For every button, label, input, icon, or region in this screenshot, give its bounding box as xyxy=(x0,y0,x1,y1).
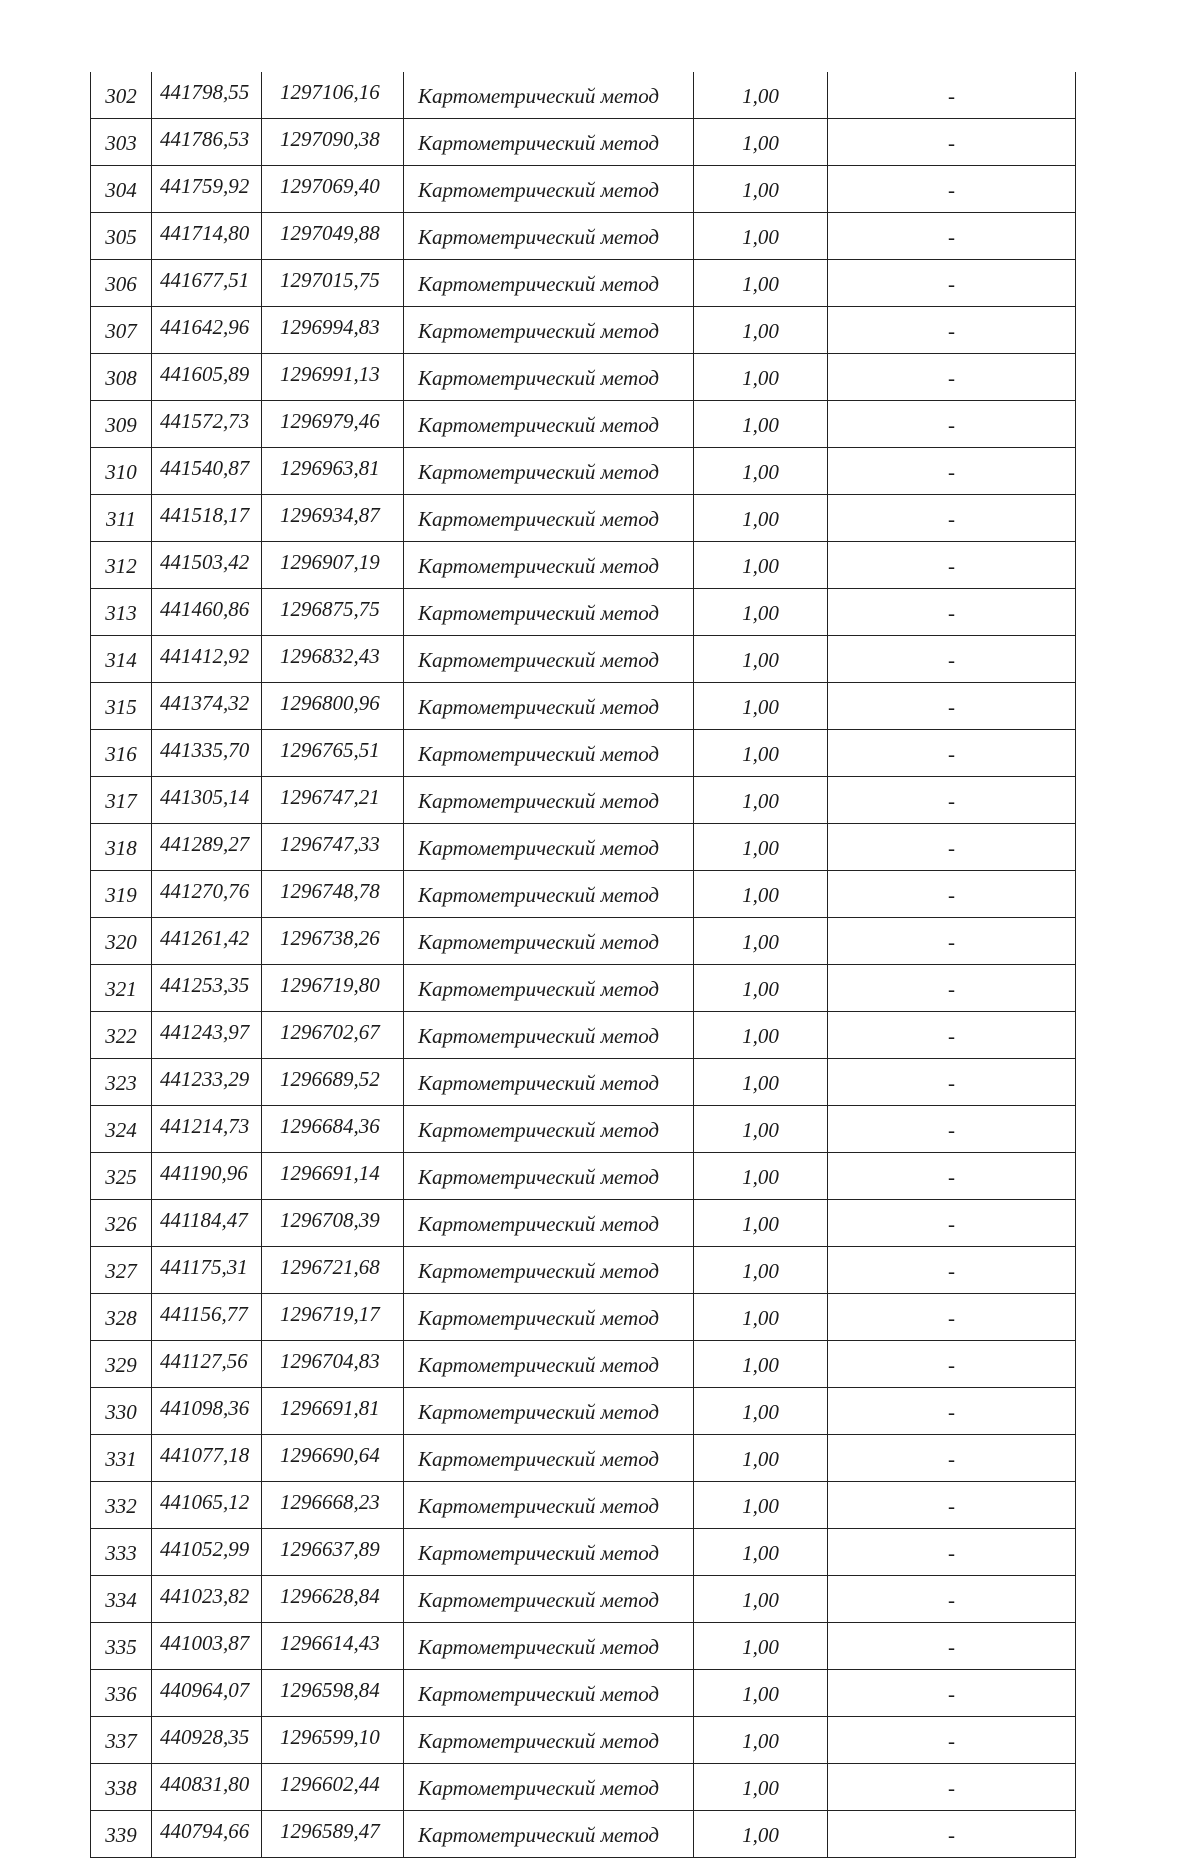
accuracy-cell: 1,00 xyxy=(694,589,828,636)
coordinate-y-cell: 1296691,81 xyxy=(262,1388,404,1435)
description-cell: - xyxy=(828,871,1076,918)
description-cell: - xyxy=(828,1106,1076,1153)
method-cell: Картометрический метод xyxy=(404,1341,694,1388)
method-cell: Картометрический метод xyxy=(404,119,694,166)
description-cell: - xyxy=(828,683,1076,730)
coordinate-x-cell: 441798,55 xyxy=(152,72,262,119)
method-cell: Картометрический метод xyxy=(404,1623,694,1670)
coordinate-x-cell: 441156,77 xyxy=(152,1294,262,1341)
method-cell: Картометрический метод xyxy=(404,1294,694,1341)
coordinate-x-cell: 441003,87 xyxy=(152,1623,262,1670)
method-cell: Картометрический метод xyxy=(404,401,694,448)
table-row xyxy=(91,495,1076,542)
table-row xyxy=(91,683,1076,730)
point-number-cell: 339 xyxy=(91,1811,152,1858)
table-row xyxy=(91,1341,1076,1388)
table-row xyxy=(91,1623,1076,1670)
description-cell: - xyxy=(828,1200,1076,1247)
coordinate-x-cell: 441184,47 xyxy=(152,1200,262,1247)
coordinate-y-cell: 1296907,19 xyxy=(262,542,404,589)
method-cell: Картометрический метод xyxy=(404,1764,694,1811)
method-cell: Картометрический метод xyxy=(404,166,694,213)
accuracy-cell: 1,00 xyxy=(694,1388,828,1435)
description-cell: - xyxy=(828,72,1076,119)
point-number-cell: 338 xyxy=(91,1764,152,1811)
table-row xyxy=(91,730,1076,777)
coordinate-x-cell: 441305,14 xyxy=(152,777,262,824)
coordinate-y-cell: 1296589,47 xyxy=(262,1811,404,1858)
accuracy-cell: 1,00 xyxy=(694,1294,828,1341)
description-cell: - xyxy=(828,213,1076,260)
coordinate-y-cell: 1296614,43 xyxy=(262,1623,404,1670)
accuracy-cell: 1,00 xyxy=(694,777,828,824)
coordinate-x-cell: 441503,42 xyxy=(152,542,262,589)
method-cell: Картометрический метод xyxy=(404,1670,694,1717)
description-cell: - xyxy=(828,1764,1076,1811)
table-row xyxy=(91,1811,1076,1858)
coordinate-x-cell: 440964,07 xyxy=(152,1670,262,1717)
accuracy-cell: 1,00 xyxy=(694,1435,828,1482)
method-cell: Картометрический метод xyxy=(404,1576,694,1623)
description-cell: - xyxy=(828,1341,1076,1388)
coordinate-y-cell: 1296628,84 xyxy=(262,1576,404,1623)
coordinate-x-cell: 440831,80 xyxy=(152,1764,262,1811)
accuracy-cell: 1,00 xyxy=(694,683,828,730)
description-cell: - xyxy=(828,730,1076,777)
method-cell: Картометрический метод xyxy=(404,1012,694,1059)
description-cell: - xyxy=(828,1247,1076,1294)
description-cell: - xyxy=(828,1294,1076,1341)
description-cell: - xyxy=(828,260,1076,307)
method-cell: Картометрический метод xyxy=(404,636,694,683)
coordinate-y-cell: 1296875,75 xyxy=(262,589,404,636)
coordinate-y-cell: 1296994,83 xyxy=(262,307,404,354)
point-number-cell: 325 xyxy=(91,1153,152,1200)
description-cell: - xyxy=(828,636,1076,683)
table-row xyxy=(91,1388,1076,1435)
coordinate-x-cell: 440928,35 xyxy=(152,1717,262,1764)
point-number-cell: 306 xyxy=(91,260,152,307)
method-cell: Картометрический метод xyxy=(404,1482,694,1529)
description-cell: - xyxy=(828,1623,1076,1670)
coordinate-y-cell: 1296800,96 xyxy=(262,683,404,730)
method-cell: Картометрический метод xyxy=(404,354,694,401)
table-row xyxy=(91,260,1076,307)
description-cell: - xyxy=(828,1529,1076,1576)
coordinates-table xyxy=(90,72,1076,1858)
coordinate-x-cell: 441243,97 xyxy=(152,1012,262,1059)
coordinate-x-cell: 441214,73 xyxy=(152,1106,262,1153)
point-number-cell: 314 xyxy=(91,636,152,683)
method-cell: Картометрический метод xyxy=(404,918,694,965)
method-cell: Картометрический метод xyxy=(404,1059,694,1106)
method-cell: Картометрический метод xyxy=(404,777,694,824)
description-cell: - xyxy=(828,1670,1076,1717)
method-cell: Картометрический метод xyxy=(404,448,694,495)
accuracy-cell: 1,00 xyxy=(694,72,828,119)
accuracy-cell: 1,00 xyxy=(694,1247,828,1294)
table-row xyxy=(91,1012,1076,1059)
table-row xyxy=(91,213,1076,260)
table-row xyxy=(91,448,1076,495)
coordinate-y-cell: 1296691,14 xyxy=(262,1153,404,1200)
document-page xyxy=(90,72,1075,1858)
coordinate-y-cell: 1296684,36 xyxy=(262,1106,404,1153)
table-row xyxy=(91,1106,1076,1153)
table-row xyxy=(91,777,1076,824)
coordinate-y-cell: 1297090,38 xyxy=(262,119,404,166)
accuracy-cell: 1,00 xyxy=(694,1106,828,1153)
accuracy-cell: 1,00 xyxy=(694,730,828,777)
method-cell: Картометрический метод xyxy=(404,1811,694,1858)
table-row xyxy=(91,119,1076,166)
point-number-cell: 323 xyxy=(91,1059,152,1106)
table-row xyxy=(91,307,1076,354)
coordinate-x-cell: 441175,31 xyxy=(152,1247,262,1294)
point-number-cell: 302 xyxy=(91,72,152,119)
coordinate-y-cell: 1296719,17 xyxy=(262,1294,404,1341)
coordinate-x-cell: 441077,18 xyxy=(152,1435,262,1482)
method-cell: Картометрический метод xyxy=(404,824,694,871)
point-number-cell: 330 xyxy=(91,1388,152,1435)
accuracy-cell: 1,00 xyxy=(694,918,828,965)
accuracy-cell: 1,00 xyxy=(694,1670,828,1717)
point-number-cell: 305 xyxy=(91,213,152,260)
description-cell: - xyxy=(828,1059,1076,1106)
coordinate-x-cell: 441374,32 xyxy=(152,683,262,730)
point-number-cell: 337 xyxy=(91,1717,152,1764)
accuracy-cell: 1,00 xyxy=(694,1717,828,1764)
point-number-cell: 335 xyxy=(91,1623,152,1670)
table-row xyxy=(91,72,1076,119)
method-cell: Картометрический метод xyxy=(404,730,694,777)
table-row xyxy=(91,1482,1076,1529)
description-cell: - xyxy=(828,824,1076,871)
coordinate-y-cell: 1296599,10 xyxy=(262,1717,404,1764)
point-number-cell: 333 xyxy=(91,1529,152,1576)
table-row xyxy=(91,542,1076,589)
point-number-cell: 332 xyxy=(91,1482,152,1529)
accuracy-cell: 1,00 xyxy=(694,260,828,307)
coordinate-y-cell: 1296690,64 xyxy=(262,1435,404,1482)
coordinate-x-cell: 441518,17 xyxy=(152,495,262,542)
coordinate-x-cell: 441023,82 xyxy=(152,1576,262,1623)
coordinate-y-cell: 1296934,87 xyxy=(262,495,404,542)
accuracy-cell: 1,00 xyxy=(694,307,828,354)
method-cell: Картометрический метод xyxy=(404,1106,694,1153)
accuracy-cell: 1,00 xyxy=(694,1482,828,1529)
description-cell: - xyxy=(828,354,1076,401)
accuracy-cell: 1,00 xyxy=(694,448,828,495)
accuracy-cell: 1,00 xyxy=(694,636,828,683)
coordinate-y-cell: 1296748,78 xyxy=(262,871,404,918)
accuracy-cell: 1,00 xyxy=(694,824,828,871)
coordinate-x-cell: 441190,96 xyxy=(152,1153,262,1200)
accuracy-cell: 1,00 xyxy=(694,1623,828,1670)
method-cell: Картометрический метод xyxy=(404,683,694,730)
coordinate-y-cell: 1296747,33 xyxy=(262,824,404,871)
table-row xyxy=(91,1200,1076,1247)
coordinate-y-cell: 1296602,44 xyxy=(262,1764,404,1811)
table-row xyxy=(91,1153,1076,1200)
description-cell: - xyxy=(828,1388,1076,1435)
method-cell: Картометрический метод xyxy=(404,1247,694,1294)
description-cell: - xyxy=(828,777,1076,824)
table-row xyxy=(91,1247,1076,1294)
accuracy-cell: 1,00 xyxy=(694,965,828,1012)
description-cell: - xyxy=(828,1717,1076,1764)
method-cell: Картометрический метод xyxy=(404,213,694,260)
coordinate-x-cell: 441052,99 xyxy=(152,1529,262,1576)
table-row xyxy=(91,1059,1076,1106)
method-cell: Картометрический метод xyxy=(404,495,694,542)
description-cell: - xyxy=(828,1435,1076,1482)
description-cell: - xyxy=(828,166,1076,213)
point-number-cell: 315 xyxy=(91,683,152,730)
description-cell: - xyxy=(828,965,1076,1012)
method-cell: Картометрический метод xyxy=(404,589,694,636)
coordinate-y-cell: 1296738,26 xyxy=(262,918,404,965)
accuracy-cell: 1,00 xyxy=(694,119,828,166)
point-number-cell: 311 xyxy=(91,495,152,542)
coordinate-x-cell: 441253,35 xyxy=(152,965,262,1012)
coordinate-y-cell: 1296747,21 xyxy=(262,777,404,824)
table-row xyxy=(91,1576,1076,1623)
method-cell: Картометрический метод xyxy=(404,1435,694,1482)
table-row xyxy=(91,918,1076,965)
accuracy-cell: 1,00 xyxy=(694,354,828,401)
point-number-cell: 312 xyxy=(91,542,152,589)
accuracy-cell: 1,00 xyxy=(694,166,828,213)
point-number-cell: 308 xyxy=(91,354,152,401)
point-number-cell: 313 xyxy=(91,589,152,636)
coordinate-y-cell: 1296719,80 xyxy=(262,965,404,1012)
description-cell: - xyxy=(828,1811,1076,1858)
table-row xyxy=(91,1670,1076,1717)
method-cell: Картометрический метод xyxy=(404,1200,694,1247)
coordinate-y-cell: 1296689,52 xyxy=(262,1059,404,1106)
description-cell: - xyxy=(828,542,1076,589)
description-cell: - xyxy=(828,1153,1076,1200)
description-cell: - xyxy=(828,1482,1076,1529)
method-cell: Картометрический метод xyxy=(404,1153,694,1200)
coordinate-x-cell: 441642,96 xyxy=(152,307,262,354)
point-number-cell: 321 xyxy=(91,965,152,1012)
coordinate-x-cell: 441412,92 xyxy=(152,636,262,683)
point-number-cell: 319 xyxy=(91,871,152,918)
point-number-cell: 310 xyxy=(91,448,152,495)
point-number-cell: 334 xyxy=(91,1576,152,1623)
coordinate-y-cell: 1296721,68 xyxy=(262,1247,404,1294)
accuracy-cell: 1,00 xyxy=(694,1200,828,1247)
coordinate-x-cell: 441605,89 xyxy=(152,354,262,401)
point-number-cell: 318 xyxy=(91,824,152,871)
method-cell: Картометрический метод xyxy=(404,965,694,1012)
point-number-cell: 303 xyxy=(91,119,152,166)
point-number-cell: 327 xyxy=(91,1247,152,1294)
coordinate-x-cell: 441098,36 xyxy=(152,1388,262,1435)
description-cell: - xyxy=(828,1576,1076,1623)
point-number-cell: 331 xyxy=(91,1435,152,1482)
table-row xyxy=(91,354,1076,401)
table-row xyxy=(91,1435,1076,1482)
table-row xyxy=(91,965,1076,1012)
coordinate-y-cell: 1297106,16 xyxy=(262,72,404,119)
coordinate-x-cell: 441335,70 xyxy=(152,730,262,777)
coordinate-x-cell: 441714,80 xyxy=(152,213,262,260)
coordinate-y-cell: 1296704,83 xyxy=(262,1341,404,1388)
accuracy-cell: 1,00 xyxy=(694,1059,828,1106)
method-cell: Картометрический метод xyxy=(404,1529,694,1576)
method-cell: Картометрический метод xyxy=(404,72,694,119)
accuracy-cell: 1,00 xyxy=(694,1341,828,1388)
coordinate-y-cell: 1297049,88 xyxy=(262,213,404,260)
description-cell: - xyxy=(828,918,1076,965)
table-row xyxy=(91,1294,1076,1341)
coordinate-y-cell: 1296668,23 xyxy=(262,1482,404,1529)
table-row xyxy=(91,636,1076,683)
point-number-cell: 329 xyxy=(91,1341,152,1388)
coordinate-x-cell: 441261,42 xyxy=(152,918,262,965)
coordinate-y-cell: 1296765,51 xyxy=(262,730,404,777)
description-cell: - xyxy=(828,119,1076,166)
point-number-cell: 304 xyxy=(91,166,152,213)
table-row xyxy=(91,824,1076,871)
coordinate-x-cell: 441233,29 xyxy=(152,1059,262,1106)
point-number-cell: 316 xyxy=(91,730,152,777)
accuracy-cell: 1,00 xyxy=(694,1012,828,1059)
table-row xyxy=(91,166,1076,213)
method-cell: Картометрический метод xyxy=(404,307,694,354)
coordinate-y-cell: 1296637,89 xyxy=(262,1529,404,1576)
point-number-cell: 326 xyxy=(91,1200,152,1247)
coordinate-y-cell: 1296598,84 xyxy=(262,1670,404,1717)
method-cell: Картометрический метод xyxy=(404,1388,694,1435)
table-row xyxy=(91,589,1076,636)
description-cell: - xyxy=(828,1012,1076,1059)
coordinate-y-cell: 1296991,13 xyxy=(262,354,404,401)
accuracy-cell: 1,00 xyxy=(694,1811,828,1858)
coordinate-x-cell: 441289,27 xyxy=(152,824,262,871)
point-number-cell: 324 xyxy=(91,1106,152,1153)
coordinate-y-cell: 1296963,81 xyxy=(262,448,404,495)
table-row xyxy=(91,1764,1076,1811)
table-row xyxy=(91,401,1076,448)
accuracy-cell: 1,00 xyxy=(694,1529,828,1576)
description-cell: - xyxy=(828,307,1076,354)
point-number-cell: 309 xyxy=(91,401,152,448)
coordinate-x-cell: 441677,51 xyxy=(152,260,262,307)
point-number-cell: 320 xyxy=(91,918,152,965)
table-row xyxy=(91,1717,1076,1764)
table-row xyxy=(91,1529,1076,1576)
coordinate-y-cell: 1297015,75 xyxy=(262,260,404,307)
coordinates-table-body xyxy=(91,72,1076,1858)
coordinate-y-cell: 1296702,67 xyxy=(262,1012,404,1059)
coordinate-x-cell: 441270,76 xyxy=(152,871,262,918)
method-cell: Картометрический метод xyxy=(404,1717,694,1764)
method-cell: Картометрический метод xyxy=(404,542,694,589)
accuracy-cell: 1,00 xyxy=(694,871,828,918)
coordinate-y-cell: 1296979,46 xyxy=(262,401,404,448)
coordinate-y-cell: 1296708,39 xyxy=(262,1200,404,1247)
point-number-cell: 307 xyxy=(91,307,152,354)
accuracy-cell: 1,00 xyxy=(694,401,828,448)
coordinate-x-cell: 441759,92 xyxy=(152,166,262,213)
accuracy-cell: 1,00 xyxy=(694,542,828,589)
coordinate-x-cell: 441572,73 xyxy=(152,401,262,448)
accuracy-cell: 1,00 xyxy=(694,495,828,542)
coordinate-x-cell: 441460,86 xyxy=(152,589,262,636)
accuracy-cell: 1,00 xyxy=(694,1764,828,1811)
point-number-cell: 317 xyxy=(91,777,152,824)
method-cell: Картометрический метод xyxy=(404,260,694,307)
accuracy-cell: 1,00 xyxy=(694,1576,828,1623)
description-cell: - xyxy=(828,448,1076,495)
coordinate-x-cell: 441540,87 xyxy=(152,448,262,495)
description-cell: - xyxy=(828,495,1076,542)
accuracy-cell: 1,00 xyxy=(694,213,828,260)
coordinate-x-cell: 441127,56 xyxy=(152,1341,262,1388)
coordinate-x-cell: 441065,12 xyxy=(152,1482,262,1529)
description-cell: - xyxy=(828,401,1076,448)
coordinate-y-cell: 1297069,40 xyxy=(262,166,404,213)
table-row xyxy=(91,871,1076,918)
coordinate-y-cell: 1296832,43 xyxy=(262,636,404,683)
accuracy-cell: 1,00 xyxy=(694,1153,828,1200)
coordinate-x-cell: 441786,53 xyxy=(152,119,262,166)
method-cell: Картометрический метод xyxy=(404,871,694,918)
point-number-cell: 322 xyxy=(91,1012,152,1059)
coordinate-x-cell: 440794,66 xyxy=(152,1811,262,1858)
point-number-cell: 328 xyxy=(91,1294,152,1341)
point-number-cell: 336 xyxy=(91,1670,152,1717)
description-cell: - xyxy=(828,589,1076,636)
